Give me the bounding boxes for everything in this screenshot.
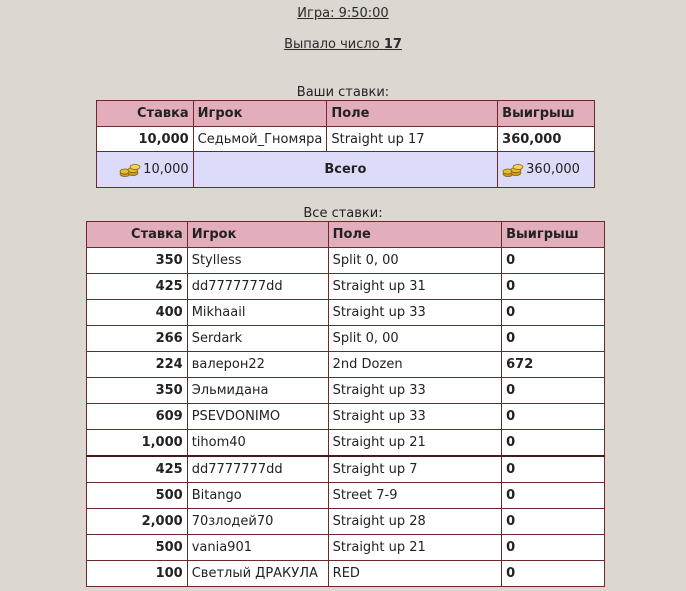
field-cell: Split 0, 00 [328,326,501,352]
field-cell: Split 0, 00 [328,248,501,274]
win-cell: 0 [502,326,605,352]
table-row [87,509,605,535]
bet-cell: 425 [87,456,188,483]
player-cell: vania901 [187,535,328,561]
total-label: Всего [193,152,497,188]
win-cell: 0 [502,535,605,561]
player-cell: Mikhaail [187,300,328,326]
result-label: Выпало число [284,37,380,52]
table-row [87,378,605,404]
bet-cell: 425 [87,274,188,300]
field-cell: Straight up 21 [328,535,501,561]
bet-cell: 100 [87,561,188,587]
bet-cell: 266 [87,326,188,352]
player-cell: 70злодей70 [187,509,328,535]
bet-cell: 224 [87,352,188,378]
field-cell: 2nd Dozen [328,352,501,378]
result-link[interactable] [284,37,402,52]
total-win-cell [498,152,595,188]
win-cell: 0 [502,378,605,404]
all-bets-header-row [87,222,605,248]
gold-coins-icon [502,163,524,177]
win-cell: 0 [502,300,605,326]
all-bets-table [86,221,605,587]
total-bet-cell [97,152,194,188]
gold-coins-icon [119,163,141,177]
field-cell: Street 7-9 [328,483,501,509]
win-cell: 0 [502,430,605,457]
total-row [97,152,595,188]
field-cell: Straight up 21 [328,430,501,457]
col-header-win: Выигрыш [498,101,595,127]
bet-cell: 350 [87,248,188,274]
table-row [87,561,605,587]
bet-cell: 2,000 [87,509,188,535]
total-bet-value: 10,000 [143,162,189,177]
col-header-bet: Ставка [97,101,194,127]
player-cell: PSEVDONIMO [187,404,328,430]
table-row [87,430,605,457]
player-cell: Bitango [187,483,328,509]
table-row [87,456,605,483]
all-bets-caption: Все ставки: [303,206,383,221]
result-number: 17 [383,37,402,52]
table-row [87,300,605,326]
win-cell: 0 [502,483,605,509]
player-cell: Эльмидана [187,378,328,404]
my-bets-caption: Ваши ставки: [296,85,390,100]
bet-cell: 500 [87,483,188,509]
table-row [87,535,605,561]
win-cell: 0 [502,456,605,483]
player-cell: Светлый ДРАКУЛА [187,561,328,587]
player-cell: dd7777777dd [187,274,328,300]
win-cell: 360,000 [498,127,595,152]
col-header-player: Игрок [187,222,328,248]
table-row [87,248,605,274]
my-bets-header-row [97,101,595,127]
bet-cell: 10,000 [97,127,194,152]
player-cell: tihom40 [187,430,328,457]
win-cell: 0 [502,404,605,430]
table-row [87,483,605,509]
field-cell: Straight up 33 [328,378,501,404]
col-header-field: Поле [328,222,501,248]
col-header-win: Выигрыш [502,222,605,248]
field-cell: Straight up 28 [328,509,501,535]
player-cell: валерон22 [187,352,328,378]
game-time-header [0,6,686,21]
win-cell: 0 [502,248,605,274]
result-header [0,37,686,52]
win-cell: 0 [502,561,605,587]
field-cell: Straight up 33 [328,300,501,326]
table-row [87,326,605,352]
player-cell: dd7777777dd [187,456,328,483]
player-cell: Седьмой_Гномяра [193,127,327,152]
col-header-field: Поле [327,101,498,127]
player-cell: Stylless [187,248,328,274]
col-header-player: Игрок [193,101,327,127]
player-cell: Serdark [187,326,328,352]
total-win-value: 360,000 [526,162,580,177]
game-time-link[interactable]: Игра: 9:50:00 [297,6,389,21]
bet-cell: 500 [87,535,188,561]
win-cell: 0 [502,509,605,535]
table-row [87,404,605,430]
bet-cell: 400 [87,300,188,326]
field-cell: Straight up 17 [327,127,498,152]
table-row [87,352,605,378]
field-cell: Straight up 7 [328,456,501,483]
field-cell: Straight up 31 [328,274,501,300]
field-cell: Straight up 33 [328,404,501,430]
table-row [87,274,605,300]
all-bets-body [87,248,605,587]
win-cell: 672 [502,352,605,378]
bet-cell: 1,000 [87,430,188,457]
bet-cell: 350 [87,378,188,404]
my-bets-table [96,100,595,188]
table-row [97,127,595,152]
col-header-bet: Ставка [87,222,188,248]
win-cell: 0 [502,274,605,300]
field-cell: RED [328,561,501,587]
bet-cell: 609 [87,404,188,430]
